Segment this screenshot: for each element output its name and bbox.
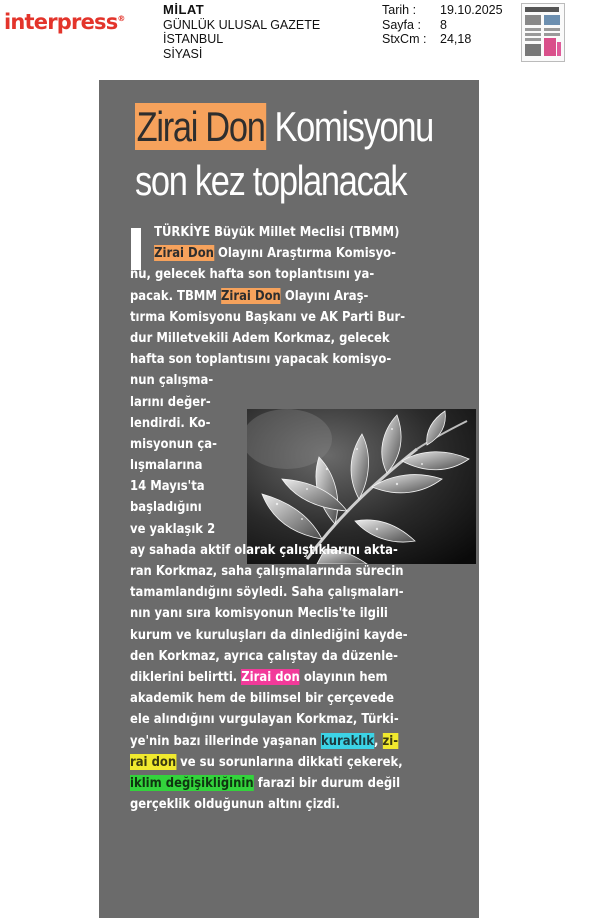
highlight-keyword: zi- (382, 732, 399, 749)
body-line: 14 Mayıs'ta (130, 478, 205, 495)
page-row (382, 18, 503, 33)
body-line: ay sahada aktif olarak çalıştıklarını akta- (130, 541, 398, 558)
newspaper-page-thumbnail-icon[interactable] (521, 3, 565, 62)
publication-city: İSTANBUL (163, 32, 224, 46)
page-value: 8 (440, 17, 447, 32)
headline-highlight: Zirai Don (136, 103, 265, 150)
interpress-logo (4, 4, 125, 37)
headline-text-line2: son kez toplanacak (135, 157, 407, 204)
body-line: TÜRKİYE Büyük Millet Meclisi (TBMM) (154, 224, 400, 240)
body-line: diklerini belirtti. Zirai don olayının hem (130, 668, 388, 685)
size-row (382, 32, 503, 47)
body-line: ran Korkmaz, saha çalışmalarında sürecin (130, 563, 404, 579)
size-value: 24,18 (440, 32, 472, 46)
highlight-keyword: kuraklık (321, 732, 374, 749)
publication-section: SİYASİ (163, 46, 203, 61)
body-line: akademik hem de bilimsel bir çerçevede (130, 690, 395, 707)
article-body (130, 222, 470, 815)
body-line: lendirdi. Ko- (130, 414, 211, 431)
body-line: tamamlandığını söyledi. Saha çalışmaları- (130, 584, 404, 601)
highlight-keyword: Zirai Don (154, 245, 214, 262)
body-line: başladığını (130, 499, 202, 516)
body-line: pacak. TBMM Zirai Don Olayını Araş- (130, 287, 369, 304)
body-line: lışmalarına (130, 457, 203, 474)
body-line: larını değer- (130, 393, 211, 410)
body-line: dur Milletvekili Adem Korkmaz, gelecek (130, 329, 390, 346)
publication-frequency: GÜNLÜK ULUSAL GAZETE (163, 17, 321, 32)
body-line: tırma Komisyonu Başkanı ve AK Parti Bur- (130, 308, 406, 325)
date-label: Tarih : (382, 3, 417, 17)
highlight-keyword: Zirai don (241, 668, 300, 685)
highlight-keyword: rai don (130, 753, 177, 770)
date-value: 19.10.2025 (440, 3, 503, 17)
body-line: misyonun ça- (130, 435, 217, 452)
clipping-metadata (382, 3, 503, 47)
body-line: Zirai Don Olayını Araştırma Komisyo- (154, 245, 396, 262)
body-line: hafta son toplantısını yapacak komisyo- (130, 351, 392, 368)
body-line: kurum ve kuruluşları da dinlediğini kayde- (130, 626, 408, 643)
body-line: ve yaklaşık 2 (130, 520, 216, 537)
publication-info (163, 3, 320, 61)
body-line: nın yanı sıra komisyonun Meclis'te ilgili (130, 605, 388, 622)
body-line: rai don ve su sorunlarına dikkati çekerek, (130, 753, 403, 770)
body-line: nu, gelecek hafta son toplantısını ya- (130, 266, 375, 283)
newspaper-name: MİLAT (163, 2, 205, 17)
body-line: gerçeklik olduğunun altını çizdi. (130, 796, 341, 813)
registered-mark: ® (117, 14, 125, 23)
article-headline (135, 100, 434, 208)
page-label: Sayfa : (382, 17, 421, 32)
highlight-keyword: iklim değişikliğinin (130, 774, 254, 791)
headline-text-line1: Komisyonu (266, 103, 434, 150)
body-line: den Korkmaz, ayrıca çalıştay da düzenle- (130, 647, 398, 664)
size-label: StxCm : (382, 32, 427, 46)
body-line: ele alındığını vurgulayan Korkmaz, Türki- (130, 711, 399, 728)
highlight-keyword: Zirai Don (220, 287, 281, 304)
body-line: ye'nin bazı illerinde yaşanan kuraklık, zi- (130, 732, 399, 749)
date-row (382, 3, 503, 18)
logo-text: interpress (4, 10, 118, 34)
body-line: nun çalışma- (130, 372, 214, 389)
body-line: iklim değişikliğinin farazi bir durum değil (130, 774, 401, 791)
